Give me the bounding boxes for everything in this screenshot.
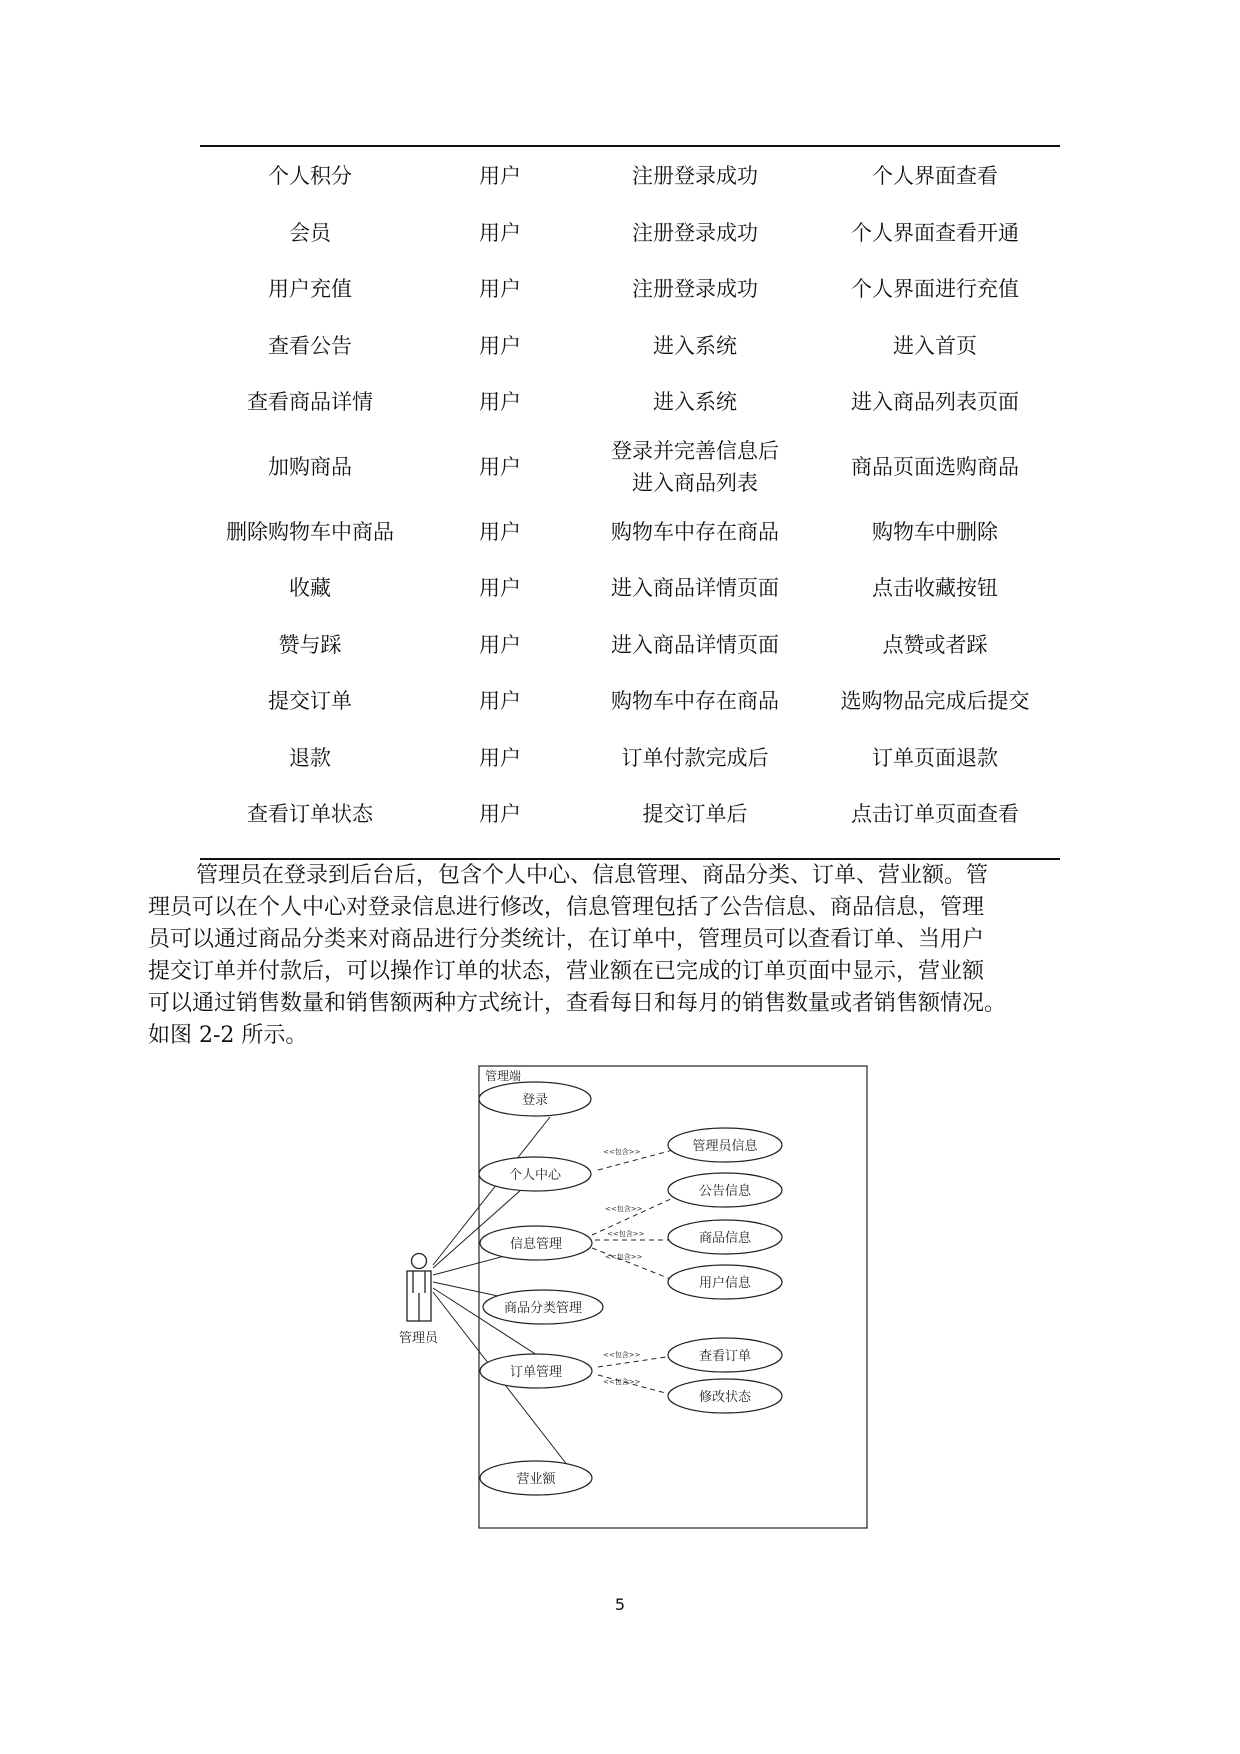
cell-precondition xyxy=(580,504,810,561)
paragraph-line: 理员可以在个人中心对登录信息进行修改，信息管理包括了公告信息、商品信息，管理 xyxy=(148,895,985,920)
cell-actor: 用户 xyxy=(479,745,521,770)
include-label: <<包含>> xyxy=(605,1205,643,1213)
paragraph-line: 管理员在登录到后台后，包含个人中心、信息管理、商品分类、订单、营业额。管 xyxy=(196,863,989,888)
cell-precondition xyxy=(580,730,810,787)
cell-result: 进入首页 xyxy=(893,333,977,358)
table-row xyxy=(200,431,1060,504)
cell-result: 点赞或者踩 xyxy=(882,632,988,657)
page-number: 5 xyxy=(614,1595,626,1614)
body-paragraph xyxy=(148,860,1108,1052)
cell-actor: 用户 xyxy=(479,802,521,827)
cell-precondition-line: 登录并完善信息后 xyxy=(611,439,779,463)
cell-precondition-line: 订单付款完成后 xyxy=(621,745,769,770)
cell-precondition xyxy=(580,261,810,318)
cell-actor: 用户 xyxy=(479,220,521,245)
use-case-info-mgmt: 信息管理 xyxy=(509,1237,563,1252)
table-row xyxy=(200,261,1060,318)
cell-precondition-line: 提交订单后 xyxy=(642,802,748,827)
table-row xyxy=(200,617,1060,674)
cell-result: 个人界面查看 xyxy=(872,164,998,189)
cell-precondition-line: 进入系统 xyxy=(653,390,737,415)
cell-precondition xyxy=(580,148,810,205)
paragraph-line: 员可以通过商品分类来对商品进行分类统计，在订单中，管理员可以查看订单、当用户 xyxy=(148,927,985,952)
cell-precondition xyxy=(580,318,810,375)
table-row xyxy=(200,205,1060,262)
cell-function: 查看商品详情 xyxy=(247,390,373,415)
cell-function: 提交订单 xyxy=(268,689,352,714)
table-row xyxy=(200,673,1060,730)
cell-precondition-line: 进入商品列表 xyxy=(632,471,758,495)
cell-function: 退款 xyxy=(289,745,331,770)
cell-precondition-line: 购物车中存在商品 xyxy=(611,519,779,544)
paragraph-line: 如图 2-2 所示。 xyxy=(148,1023,308,1048)
cell-actor: 用户 xyxy=(479,689,521,714)
cell-result: 点击订单页面查看 xyxy=(851,802,1019,827)
cell-result: 进入商品列表页面 xyxy=(851,390,1019,415)
cell-function: 加购商品 xyxy=(268,455,352,479)
actor-label: 管理员 xyxy=(399,1331,439,1346)
use-case-login: 登录 xyxy=(521,1093,549,1108)
table-row xyxy=(200,786,1060,843)
cell-function: 用户充值 xyxy=(268,277,352,302)
cell-result: 订单页面退款 xyxy=(872,745,998,770)
cell-precondition-line: 进入商品详情页面 xyxy=(611,632,779,657)
actor-admin xyxy=(407,1254,431,1322)
use-case-view-order: 查看订单 xyxy=(698,1349,752,1364)
table-row xyxy=(200,148,1060,205)
include-label: <<包含>> xyxy=(603,1378,641,1386)
cell-function: 查看订单状态 xyxy=(247,802,373,827)
cell-function: 查看公告 xyxy=(268,333,352,358)
cell-result: 个人界面进行充值 xyxy=(851,277,1019,302)
cell-precondition xyxy=(580,431,810,504)
use-case-notice-info: 公告信息 xyxy=(698,1184,752,1199)
actor-head xyxy=(412,1254,427,1269)
cell-function: 会员 xyxy=(289,220,331,245)
cell-precondition-line: 注册登录成功 xyxy=(632,277,758,302)
cell-actor: 用户 xyxy=(479,519,521,544)
paragraph-line: 提交订单并付款后，可以操作订单的状态，营业额在已完成的订单页面中显示，营业额 xyxy=(148,959,985,984)
cell-actor: 用户 xyxy=(479,390,521,415)
cell-actor: 用户 xyxy=(479,164,521,189)
cell-actor: 用户 xyxy=(479,333,521,358)
cell-actor: 用户 xyxy=(479,576,521,601)
table-row xyxy=(200,374,1060,431)
use-case-personal-center: 个人中心 xyxy=(508,1168,562,1183)
include-label: <<包含>> xyxy=(605,1253,643,1261)
table-row xyxy=(200,504,1060,561)
cell-actor: 用户 xyxy=(479,632,521,657)
cell-precondition-line: 注册登录成功 xyxy=(632,220,758,245)
cell-precondition-line: 注册登录成功 xyxy=(632,164,758,189)
cell-precondition-line: 进入商品详情页面 xyxy=(611,576,779,601)
include-label: <<包含>> xyxy=(603,1148,641,1156)
cell-actor: 用户 xyxy=(479,277,521,302)
cell-precondition xyxy=(580,374,810,431)
include-label: <<包含>> xyxy=(603,1351,641,1359)
cell-function: 收藏 xyxy=(289,576,331,601)
use-case-diagram xyxy=(395,1060,875,1530)
cell-precondition xyxy=(580,560,810,617)
cell-function: 删除购物车中商品 xyxy=(226,519,394,544)
cell-precondition xyxy=(580,673,810,730)
table-top-rule xyxy=(200,145,1060,147)
cell-precondition-line: 购物车中存在商品 xyxy=(611,689,779,714)
cell-result: 个人界面查看开通 xyxy=(851,220,1019,245)
use-case-table xyxy=(200,148,1060,843)
cell-result: 商品页面选购商品 xyxy=(851,455,1019,479)
use-case-order-mgmt: 订单管理 xyxy=(509,1365,563,1380)
cell-function: 个人积分 xyxy=(268,164,352,189)
use-case-revenue: 营业额 xyxy=(516,1472,556,1487)
cell-function: 赞与踩 xyxy=(278,632,342,657)
use-case-user-info: 用户信息 xyxy=(698,1276,752,1291)
cell-precondition-line: 进入系统 xyxy=(653,333,737,358)
cell-precondition xyxy=(580,205,810,262)
cell-actor: 用户 xyxy=(479,455,521,479)
use-case-category-mgmt: 商品分类管理 xyxy=(503,1301,583,1316)
system-boundary-label: 管理端 xyxy=(485,1069,522,1083)
include-label: <<包含>> xyxy=(607,1230,645,1238)
use-case-admin-info: 管理员信息 xyxy=(692,1139,758,1154)
cell-precondition xyxy=(580,786,810,843)
cell-result: 选购物品完成后提交 xyxy=(840,689,1030,714)
cell-result: 点击收藏按钮 xyxy=(872,576,998,601)
paragraph-line: 可以通过销售数量和销售额两种方式统计，查看每日和每月的销售数量或者销售额情况。 xyxy=(148,991,1007,1016)
table-row xyxy=(200,730,1060,787)
cell-result: 购物车中删除 xyxy=(872,519,998,544)
table-row xyxy=(200,560,1060,617)
cell-precondition xyxy=(580,617,810,674)
use-case-modify-status: 修改状态 xyxy=(698,1390,752,1405)
table-row xyxy=(200,318,1060,375)
use-case-goods-info: 商品信息 xyxy=(698,1231,752,1246)
